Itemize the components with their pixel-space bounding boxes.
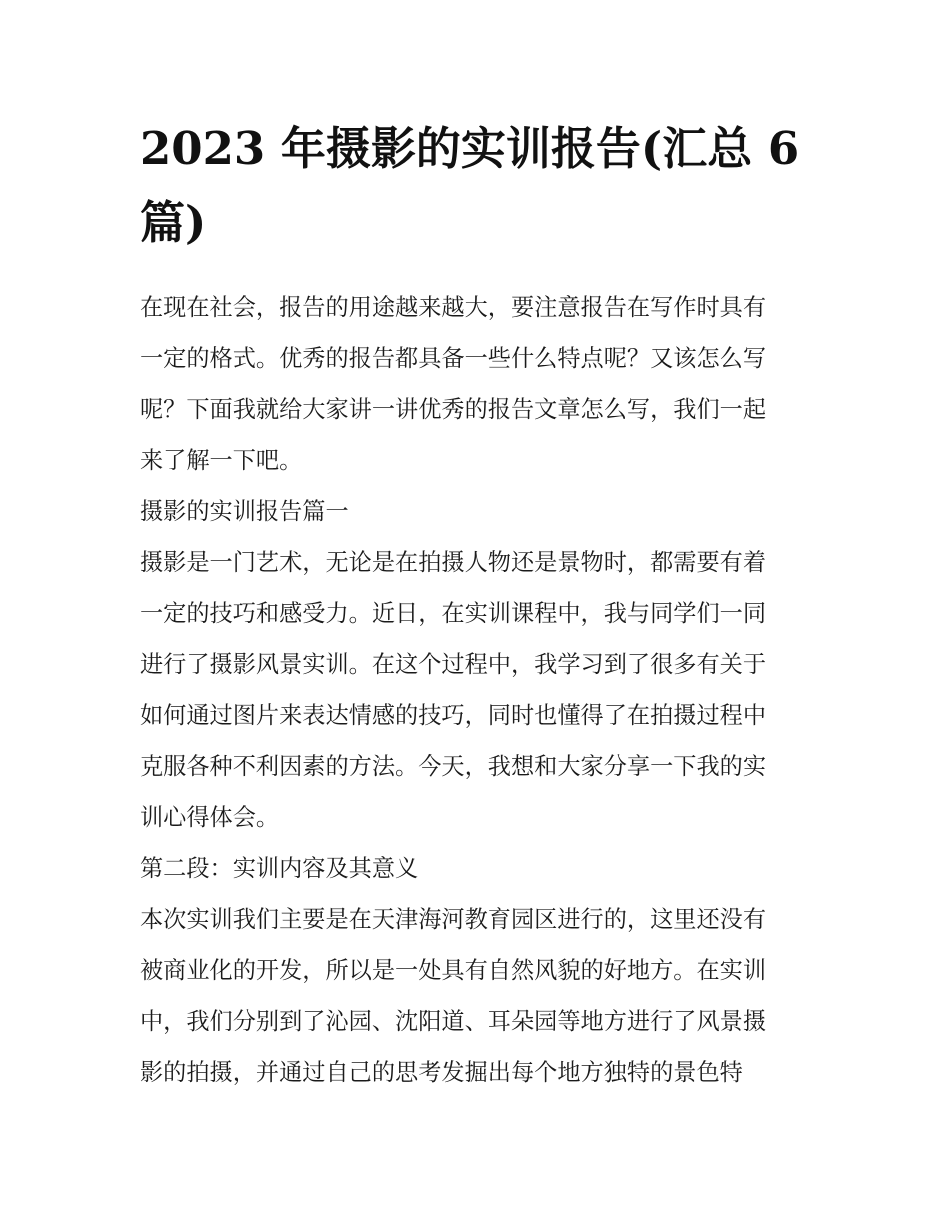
paragraph-line: 一定的技巧和感受力。近日，在实训课程中，我与同学们一同: [140, 600, 767, 627]
intro-line: 来了解一下吧。: [140, 447, 303, 474]
paragraph-line: 影的拍摄，并通过自己的思考发掘出每个地方独特的景色特: [140, 1059, 743, 1086]
document-content: [140, 112, 812, 1098]
subsection-heading: 第二段：实训内容及其意义: [140, 855, 419, 882]
paragraph-line: 训心得体会。: [140, 804, 280, 831]
paragraph-line: 被商业化的开发，所以是一处具有自然风貌的好地方。在实训: [140, 957, 767, 984]
paragraph-line: 如何通过图片来表达情感的技巧，同时也懂得了在拍摄过程中: [140, 702, 767, 729]
paragraph-line: 中，我们分别到了沁园、沈阳道、耳朵园等地方进行了风景摄: [140, 1008, 767, 1035]
intro-line: 在现在社会，报告的用途越来越大，要注意报告在写作时具有: [140, 294, 767, 321]
intro-line: 一定的格式。优秀的报告都具备一些什么特点呢？又该怎么写: [140, 345, 767, 372]
paragraph-line: 克服各种不利因素的方法。今天，我想和大家分享一下我的实: [140, 753, 767, 780]
document-body: [140, 282, 812, 1098]
paragraph-line: 本次实训我们主要是在天津海河教育园区进行的，这里还没有: [140, 906, 767, 933]
paragraph-line: 进行了摄影风景实训。在这个过程中，我学习到了很多有关于: [140, 651, 767, 678]
title-line: 篇): [140, 196, 207, 249]
title-line: 2023 年摄影的实训报告(汇总 6: [140, 122, 800, 175]
section-heading: 摄影的实训报告篇一: [140, 498, 349, 525]
document-title: [140, 112, 812, 260]
paragraph-line: 摄影是一门艺术，无论是在拍摄人物还是景物时，都需要有着: [140, 549, 767, 576]
intro-line: 呢？下面我就给大家讲一讲优秀的报告文章怎么写，我们一起: [140, 396, 767, 423]
